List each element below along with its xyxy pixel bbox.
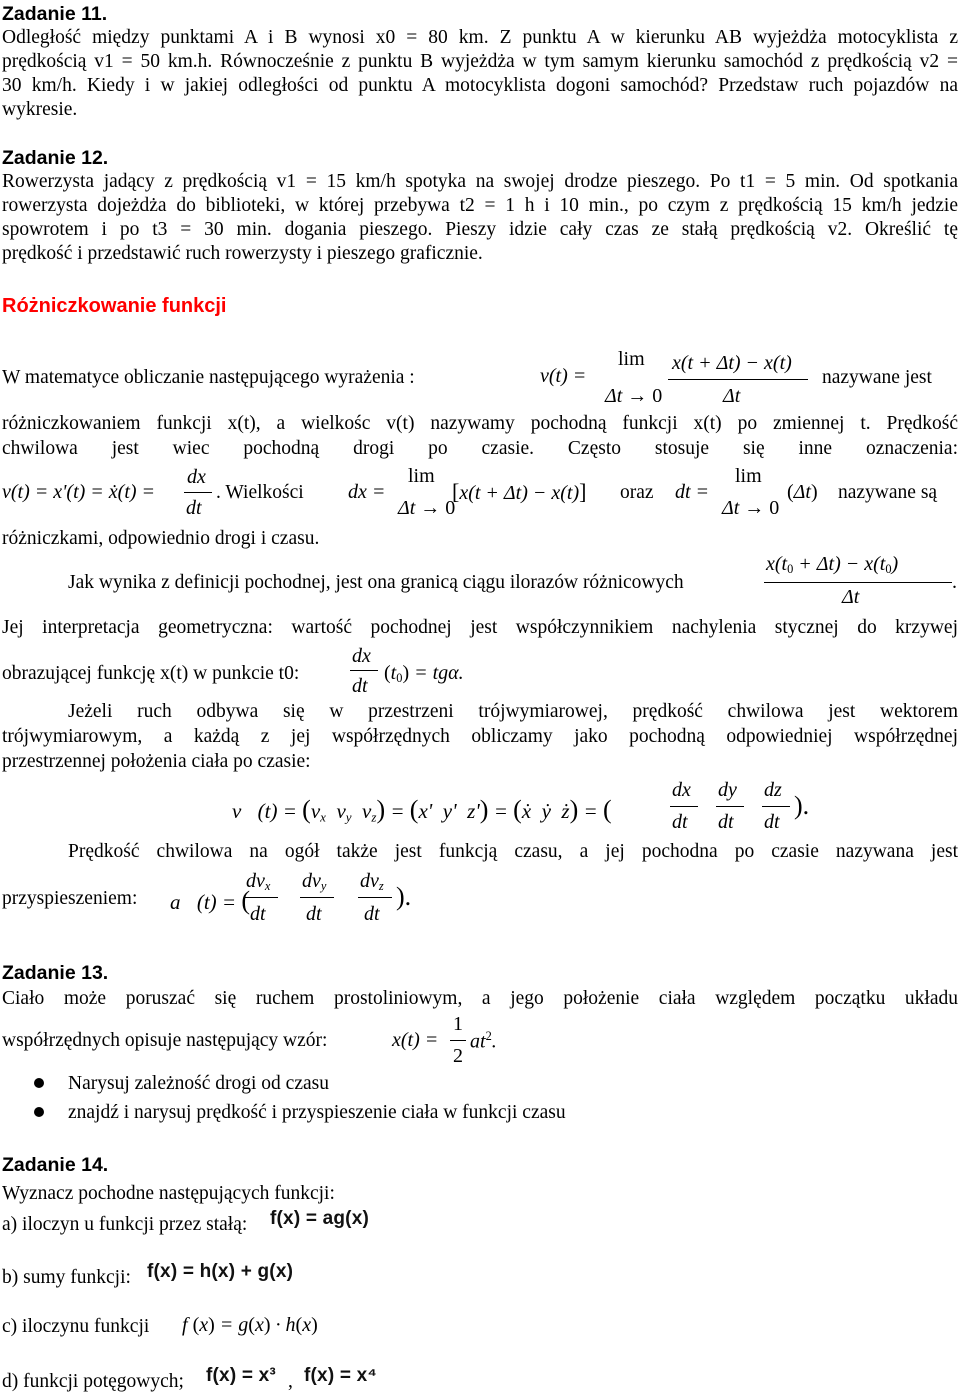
z11-line-3-text: 30 km/h. Kiedy i w jakiej odległości od punktu A motocyklista dogoni samochód? Przedstaw ruch pojazdów na bbox=[2, 75, 958, 96]
z11-line-4: wykresie. bbox=[2, 99, 78, 120]
section-title: Różniczkowanie funkcji bbox=[2, 295, 227, 317]
diff-p6: Jak wynika z definicji pochodnej, jest ona granicą ciągu ilorazów różnicowych bbox=[68, 572, 684, 593]
diff-p1-start: W matematyce obliczanie następującego wyrażenia : bbox=[2, 367, 415, 388]
z13-title: Zadanie 13. bbox=[2, 962, 109, 984]
formula-acceleration: a⃗(t) = ( bbox=[170, 886, 250, 915]
z14-d-formula-2: f(x) = x⁴ bbox=[304, 1365, 377, 1386]
diff-p1-end: nazywane jest bbox=[822, 367, 932, 388]
formula-dt-4a: dt bbox=[250, 903, 266, 925]
fraction-bar-5a bbox=[244, 897, 278, 898]
formula-lim-1-sub: Δt → 0 bbox=[605, 385, 663, 407]
diff-p10 bbox=[2, 725, 958, 749]
diff-p3-text: chwilowa jest wiec pochodną drogi po czasie. Często stosuje się inne oznaczenia: bbox=[2, 438, 958, 459]
z11-line-1 bbox=[2, 26, 958, 50]
formula-dt-4b: dt bbox=[306, 903, 322, 925]
diff-p7 bbox=[2, 616, 958, 640]
formula-dt-3c: dt bbox=[764, 811, 780, 833]
diff-p2-text: różniczkowaniem funkcji x(t), a wielkośc v(t) nazywamy pochodną funkcji x(t) po zmiennej t. Prędkość bbox=[2, 413, 958, 434]
z14-line-1: Wyznacz pochodne następujących funkcji: bbox=[2, 1183, 335, 1204]
formula-velocity-vector: v⃗(t) = ($v_x$ $v_y$ $v_z) = (x'$ y' z') = (ẋ ẏ ż) = ( bbox=[232, 795, 612, 825]
diff-p13-start: przyspieszeniem: bbox=[2, 888, 138, 909]
z11-line-3 bbox=[2, 74, 958, 98]
z13-bullet-1: Narysuj zależność drogi od czasu bbox=[68, 1073, 329, 1094]
z13-bullet-2: znajdź i narysuj prędkość i przyspieszenie ciała w funkcji czasu bbox=[68, 1102, 566, 1123]
formula-difference-quotient-num: $x(t_0 + \Delta t) - x(t_0)$ bbox=[766, 553, 899, 577]
z12-line-1-text: Rowerzysta jadący z prędkością v1 = 15 km/h spotyka na swojej drodze pieszego. Po t1 = 5 min. Od spotkania bbox=[2, 171, 958, 192]
z13-line-1 bbox=[2, 987, 958, 1011]
formula-period: . bbox=[952, 571, 957, 593]
z14-d-comma: , bbox=[288, 1371, 293, 1392]
formula-delta-t: (Δt) bbox=[787, 481, 818, 503]
z14-a: a) iloczyn u funkcji przez stałą: bbox=[2, 1214, 248, 1235]
z14-c: c) iloczynu funkcji bbox=[2, 1316, 150, 1337]
formula-dx-2: dx bbox=[352, 645, 371, 667]
fraction-bar-dxdt bbox=[184, 492, 212, 493]
diff-p4-end: nazywane są bbox=[838, 482, 938, 503]
diff-p2 bbox=[2, 412, 958, 436]
fraction-bar-5c bbox=[358, 897, 392, 898]
z12-line-3 bbox=[2, 218, 958, 242]
diff-p12 bbox=[68, 840, 958, 864]
formula-lim-1: lim bbox=[618, 348, 645, 370]
diff-p11: przestrzennej położenia ciała po czasie: bbox=[2, 751, 311, 772]
formula-denominator-1: Δt bbox=[723, 385, 741, 407]
bullet-2 bbox=[34, 1107, 44, 1117]
z11-line-2 bbox=[2, 50, 958, 74]
fraction-bar-1 bbox=[668, 379, 808, 380]
diff-p4-wielkosci: . Wielkości bbox=[216, 482, 304, 503]
formula-dt-2: dt bbox=[352, 675, 368, 697]
diff-p12-text: Prędkość chwilowa na ogół także jest funkcją czasu, a jej pochodna po czasie nazywana jest bbox=[68, 841, 958, 862]
diff-p7-text: Jej interpretacja geometryczna: wartość pochodnej jest współczynnikiem nachylenia stycznej do krzywej bbox=[2, 617, 958, 638]
formula-dx: dx bbox=[187, 466, 206, 488]
formula-dt-eq: dt = bbox=[675, 481, 710, 503]
formula-dvx: $dv_x$ bbox=[246, 870, 271, 894]
fraction-bar-4a bbox=[670, 806, 698, 807]
z12-title: Zadanie 12. bbox=[2, 147, 109, 169]
z12-line-1 bbox=[2, 170, 958, 194]
formula-dt-3a: dt bbox=[672, 811, 688, 833]
z12-line-2 bbox=[2, 194, 958, 218]
fraction-bar-2 bbox=[764, 582, 952, 583]
formula-lim-2: lim bbox=[408, 465, 435, 487]
formula-dvy: $dv_y$ bbox=[302, 870, 327, 894]
diff-p10-text: trójwymiarowym, a każdą z jej współrzędnych obliczamy jako pochodną odpowiedniej współrzędnej bbox=[2, 726, 958, 747]
formula-difference-quotient-den: Δt bbox=[842, 586, 860, 608]
formula-dz-3: dz bbox=[764, 779, 782, 801]
diff-p9 bbox=[68, 700, 958, 724]
formula-product: f (x) = g(x) · h(x) bbox=[182, 1314, 318, 1336]
z11-title: Zadanie 11. bbox=[2, 3, 108, 25]
bullet-1 bbox=[34, 1078, 44, 1088]
z14-b-formula: f(x) = h(x) + g(x) bbox=[147, 1261, 294, 1282]
z13-line-2: współrzędnych opisuje następujący wzór: bbox=[2, 1030, 328, 1051]
formula-numerator-1: x(t + Δt) − x(t) bbox=[672, 352, 792, 374]
formula-notations: v(t) = x'(t) = ẋ(t) = bbox=[2, 481, 156, 503]
formula-tangent: $(t_0) = tg\alpha$. bbox=[384, 662, 464, 686]
diff-p5: różniczkami, odpowiednio drogi i czasu. bbox=[2, 528, 320, 549]
formula-dt: dt bbox=[186, 497, 202, 519]
fraction-bar-4c bbox=[762, 806, 790, 807]
formula-close-paren-2: ). bbox=[396, 882, 412, 911]
diff-p8-start: obrazującej funkcję x(t) w punkcie t0: bbox=[2, 663, 300, 684]
z12-line-4: prędkość i przedstawić ruch rowerzysty i pieszego graficznie. bbox=[2, 243, 483, 264]
formula-lim-2-sub: Δt → 0 bbox=[398, 497, 456, 519]
formula-one: 1 bbox=[453, 1013, 463, 1035]
z14-title: Zadanie 14. bbox=[2, 1154, 109, 1176]
formula-dt-4c: dt bbox=[364, 903, 380, 925]
fraction-bar-5b bbox=[300, 897, 334, 898]
z14-b: b) sumy funkcji: bbox=[2, 1267, 131, 1288]
formula-two: 2 bbox=[453, 1045, 463, 1067]
fraction-bar-3 bbox=[350, 670, 378, 671]
fraction-bar-4b bbox=[716, 806, 744, 807]
formula-dy-3: dy bbox=[718, 779, 737, 801]
z14-d-formula-1: f(x) = x³ bbox=[206, 1365, 276, 1386]
formula-position: x(t) = bbox=[392, 1029, 439, 1051]
diff-p4-oraz: oraz bbox=[620, 482, 654, 503]
z14-a-formula: f(x) = ag(x) bbox=[270, 1208, 369, 1229]
z13-line-1-text: Ciało może poruszać się ruchem prostoliniowym, a jego położenie ciała względem początku układu bbox=[2, 988, 958, 1009]
z11-line-2-text: prędkością v1 = 50 km.h. Równocześnie z punktu B wyjeżdża w tym samym kierunku samochód z prędkością v2 = bbox=[2, 51, 958, 72]
formula-close-paren: ). bbox=[794, 791, 810, 820]
formula-lim-3: lim bbox=[735, 465, 762, 487]
formula-lim-3-sub: Δt → 0 bbox=[722, 497, 780, 519]
formula-at2: $at^2$. bbox=[470, 1029, 497, 1053]
formula-dx-eq: dx = bbox=[348, 481, 386, 503]
formula-dt-3b: dt bbox=[718, 811, 734, 833]
diff-p9-text: Jeżeli ruch odbywa się w przestrzeni trójwymiarowej, prędkość chwilowa jest wektorem bbox=[68, 701, 958, 722]
z12-line-3-text: spowrotem i po t3 = 30 min. dogania pieszego. Pieszy idzie cały czas ze stałą prędkością v2. Określić tę bbox=[2, 219, 958, 240]
z12-line-2-text: rowerzysta dojeżdża do biblioteki, w której przebywa t2 = 1 h i 10 min., po czym z prędkością 15 km/h jedzie bbox=[2, 195, 958, 216]
z11-line-1-text: Odległość między punktami A i B wynosi x0 = 80 km. Z punktu A w kierunku AB wyjeżdża motocyklista z bbox=[2, 27, 958, 48]
formula-v-of-t: v(t) = bbox=[540, 365, 587, 387]
formula-dx-3: dx bbox=[672, 779, 691, 801]
formula-dx-bracket: [x(t + Δt) − x(t)] bbox=[452, 479, 587, 504]
formula-dvz: $dv_z$ bbox=[360, 870, 384, 894]
z14-d: d) funkcji potęgowych; bbox=[2, 1371, 184, 1392]
fraction-bar-6 bbox=[450, 1040, 466, 1041]
diff-p3 bbox=[2, 437, 958, 461]
